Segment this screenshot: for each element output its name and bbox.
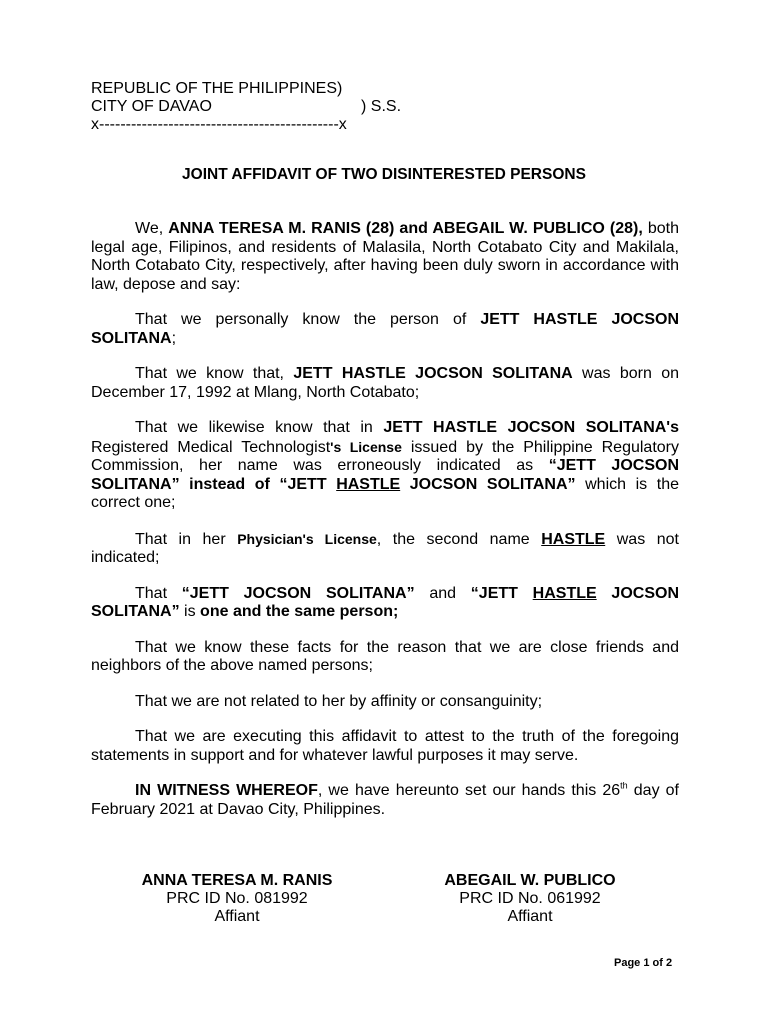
- signatory-name: ANNA TERESA M. RANIS: [141, 872, 333, 889]
- signatory-prc-id: PRC ID No. 081992: [166, 890, 308, 907]
- signature-block-publico: [400, 872, 660, 926]
- paragraph-license-error: That we likewise know that in JETT HASTLE JOCSON SOLITANA's Registered Medical Technologist's License issued by the Philippine Regulatory Commission, her name was erroneously indicated as “JETT JOCSON SOLITANA” instead of “JETT HASTLE JOCSON SOLITANA” which is the correct one;: [91, 419, 680, 511]
- paragraph-affiants: We, ANNA TERESA M. RANIS (28) and ABEGAIL W. PUBLICO (28), both legal age, Filipinos, and residents of Malasila, North Cotabato City and Makilala, North Cotabato City, respectively, after having been duly sworn in accordance with law, depose and say:: [91, 220, 679, 293]
- paragraph-physician-license: That in her Physician's License, the second name HASTLE was not indicated;: [91, 530, 679, 566]
- venue-line-city: CITY OF DAVAO ) S.S.: [91, 98, 402, 115]
- venue-line-republic: REPUBLIC OF THE PHILIPPINES): [91, 80, 343, 97]
- paragraph-same-person: That “JETT JOCSON SOLITANA” and “JETT HASTLE JOCSON SOLITANA” is one and the same person;: [91, 584, 679, 620]
- signatory-prc-id: PRC ID No. 061992: [459, 890, 601, 907]
- paragraph-birth: That we know that, JETT HASTLE JOCSON SOLITANA was born on December 17, 1992 at Mlang, North Cotabato;: [91, 365, 680, 401]
- venue-block: [91, 80, 402, 134]
- venue-separator: x---------------------------------------------x: [91, 116, 347, 133]
- paragraph-not-related: That we are not related to her by affinity or consanguinity;: [135, 692, 543, 710]
- affidavit-body: [91, 220, 679, 836]
- signatory-role: Affiant: [214, 908, 260, 925]
- paragraph-close-friends: That we know these facts for the reason that we are close friends and neighbors of the above named persons;: [91, 638, 679, 674]
- document-title: JOINT AFFIDAVIT OF TWO DISINTERESTED PERSONS: [182, 166, 586, 183]
- page-number: Page 1 of 2: [614, 957, 673, 969]
- signatory-role: Affiant: [507, 908, 553, 925]
- venue-ss: ) S.S.: [361, 98, 402, 115]
- paragraph-purpose: That we are executing this affidavit to attest to the truth of the foregoing statements in support and for whatever lawful purposes it may serve.: [91, 728, 679, 764]
- paragraph-know-person: That we personally know the person of JETT HASTLE JOCSON SOLITANA;: [91, 311, 680, 347]
- signatory-name: ABEGAIL W. PUBLICO: [444, 872, 616, 889]
- paragraph-witness: IN WITNESS WHEREOF, we have hereunto set our hands this 26th day of February 2021 at Davao City, Philippines.: [91, 780, 680, 818]
- signature-block-ranis: [107, 872, 367, 926]
